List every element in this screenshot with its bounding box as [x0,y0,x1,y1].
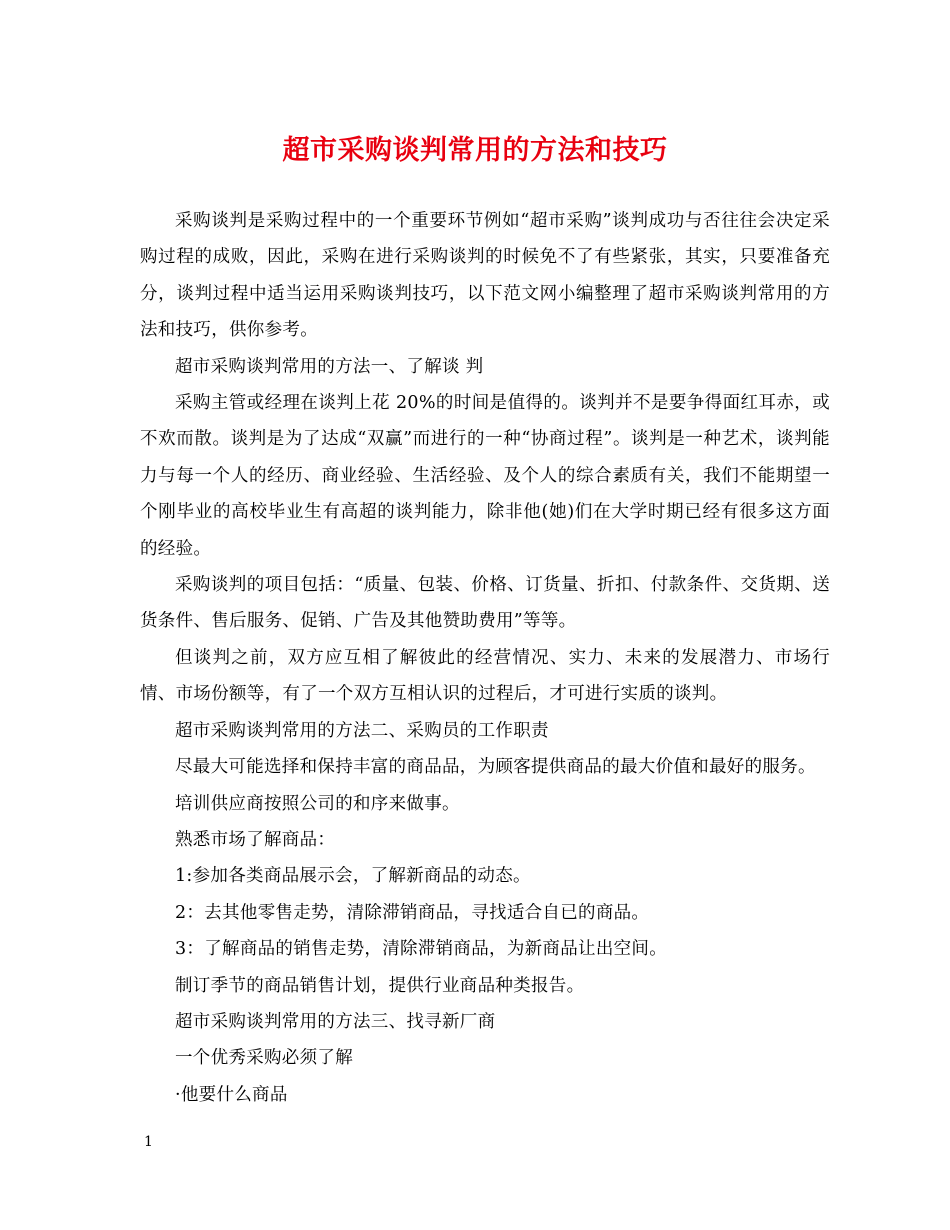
page-number: 1 [144,1134,153,1150]
paragraph-seasonal-plan: 制订季节的商品销售计划，提供行业商品种类报告。 [175,975,585,996]
document-body [140,203,830,1113]
paragraph-before-negotiation: 但谈判之前，双方应互相了解彼此的经营情况、实力、未来的发展潜力、市场行情、市场份额等，有了一个双方互相认识的过程后，才可进行实质的谈判。 [140,647,830,705]
list-item-1: 1:参加各类商品展示会，了解新商品的动态。 [175,866,531,887]
bullet-item-products: ·他要什么商品 [175,1084,288,1105]
paragraph-negotiation-items: 采购谈判的项目包括：“质量、包装、价格、订货量、折扣、付款条件、交货期、送货条件、售后服务、促销、广告及其他赞助费用”等等。 [140,575,830,632]
paragraph-intro: 采购谈判是采购过程中的一个重要环节例如“超市采购”谈判成功与否往往会决定采购过程的成败，因此，采购在进行采购谈判的时候免不了有些紧张，其实，只要准备充分，谈判过程中适当运用采购谈判技巧，以下范文网小编整理了超市采购谈判常用的方法和技巧，供你参考。 [140,211,830,341]
paragraph-know-market: 熟悉市场了解商品： [175,829,336,850]
paragraph-excellent-buyer: 一个优秀采购必须了解 [175,1048,353,1069]
paragraph-negotiation-time: 采购主管或经理在谈判上花 20%的时间是值得的。谈判并不是要争得面红耳赤，或不欢而散。谈判是为了达成“双赢”而进行的一种“协商过程”。谈判是一种艺术，谈判能力与每一个人的经历、商业经验、生活经验、及个人的综合素质有关，我们不能期望一个刚毕业的高校毕业生有高超的谈判能力，除非他(她)们在大学时期已经有很多这方面的经验。 [140,393,830,559]
list-item-3: 3：了解商品的销售走势，清除滞销商品，为新商品让出空间。 [175,939,668,960]
section-heading-method-two: 超市采购谈判常用的方法二、采购员的工作职责 [175,720,549,741]
section-heading-method-three: 超市采购谈判常用的方法三、找寻新厂商 [175,1011,496,1032]
section-heading-method-one: 超市采购谈判常用的方法一、了解谈 判 [175,356,484,377]
paragraph-product-selection: 尽最大可能选择和保持丰富的商品品，为顾客提供商品的最大价值和最好的服务。 [175,757,816,778]
list-item-2: 2：去其他零售走势，清除滞销商品，寻找适合自已的商品。 [175,902,650,923]
document-title: 超市采购谈判常用的方法和技巧 [282,135,668,166]
paragraph-train-suppliers: 培训供应商按照公司的和序来做事。 [175,793,460,814]
